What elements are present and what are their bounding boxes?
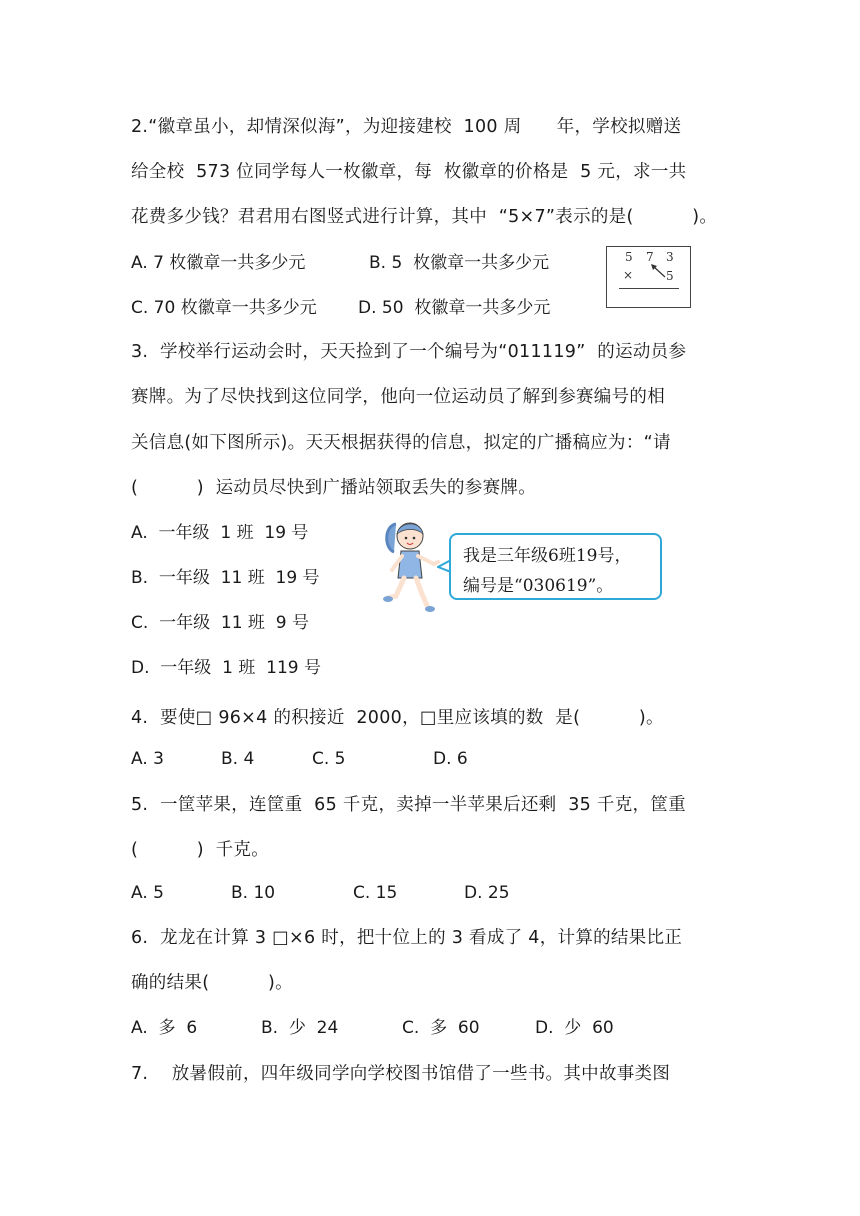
q2-line-2: 给全校 573 位同学每人一枚徽章，每 枚徽章的价格是 5 元，求一共: [131, 162, 687, 182]
q3-option-a: A. 一年级 1 班 19 号: [131, 523, 309, 543]
q2-option-a: A. 7 枚徽章一共多少元: [131, 253, 306, 273]
vertical-multiplication-figure: [606, 246, 691, 308]
q6-option-c: C. 多 60: [402, 1018, 480, 1038]
q3-option-c: C. 一年级 11 班 9 号: [131, 613, 309, 633]
bubble-line-1: 我是三年级6班19号，: [463, 546, 632, 566]
q6-option-a: A. 多 6: [131, 1018, 198, 1038]
q2-line-3: 花费多少钱？君君用右图竖式进行计算，其中 “5×7”表示的是( )。: [131, 207, 718, 227]
q5-option-a: A. 5: [131, 883, 164, 903]
q3-line-2: 赛牌。为了尽快找到这位同学，他向一位运动员了解到参赛编号的相: [131, 387, 665, 407]
times-sign: ×: [623, 268, 634, 282]
multiplier-digit: 5: [666, 269, 674, 283]
q4-line-1: 4. 要使□ 96×4 的积接近 2000，□里应该填的数 是( )。: [131, 708, 664, 728]
digit-7: 7: [646, 250, 654, 264]
q5-option-b: B. 10: [231, 883, 276, 903]
q3-line-1: 3. 学校举行运动会时，天天捡到了一个编号为“011119” 的运动员参: [131, 342, 687, 362]
q6-line-2: 确的结果( )。: [131, 973, 293, 993]
q2-option-b: B. 5 枚徽章一共多少元: [369, 253, 550, 273]
q3-line-4: ( ) 运动员尽快到广播站领取丢失的参赛牌。: [131, 478, 537, 498]
q6-option-d: D. 少 60: [535, 1018, 614, 1038]
q3-option-d: D. 一年级 1 班 119 号: [131, 658, 321, 678]
q4-option-d: D. 6: [433, 749, 468, 769]
arrow-icon: [648, 262, 668, 280]
q4-option-b: B. 4: [221, 749, 255, 769]
q4-option-c: C. 5: [312, 749, 346, 769]
q2-option-c: C. 70 枚徽章一共多少元: [131, 298, 317, 318]
q6-option-b: B. 少 24: [261, 1018, 339, 1038]
figure-rule: [619, 288, 679, 289]
digit-3: 3: [666, 250, 674, 264]
q2-option-d: D. 50 枚徽章一共多少元: [358, 298, 551, 318]
girl-illustration: [382, 518, 442, 614]
q5-line-1: 5. 一筐苹果，连筐重 65 千克，卖掉一半苹果后还剩 35 千克，筐重: [131, 795, 686, 815]
q2-line-1: 2.“徽章虽小，却情深似海”，为迎接建校 100 周 年，学校拟赠送: [131, 117, 682, 137]
q5-line-2: ( ) 千克。: [131, 840, 270, 860]
bubble-line-2: 编号是“030619”。: [463, 576, 614, 596]
q3-option-b: B. 一年级 11 班 19 号: [131, 568, 320, 588]
q4-option-a: A. 3: [131, 749, 164, 769]
q6-line-1: 6. 龙龙在计算 3 □×6 时，把十位上的 3 看成了 4，计算的结果比正: [131, 928, 683, 948]
digit-5: 5: [625, 250, 633, 264]
q5-option-c: C. 15: [353, 883, 398, 903]
q5-option-d: D. 25: [464, 883, 510, 903]
q3-line-3: 关信息(如下图所示)。天天根据获得的信息，拟定的广播稿应为：“请: [131, 433, 671, 453]
q7-line-1: 7. 放暑假前，四年级同学向学校图书馆借了一些书。其中故事类图: [131, 1064, 671, 1084]
speech-bubble: [449, 533, 662, 600]
